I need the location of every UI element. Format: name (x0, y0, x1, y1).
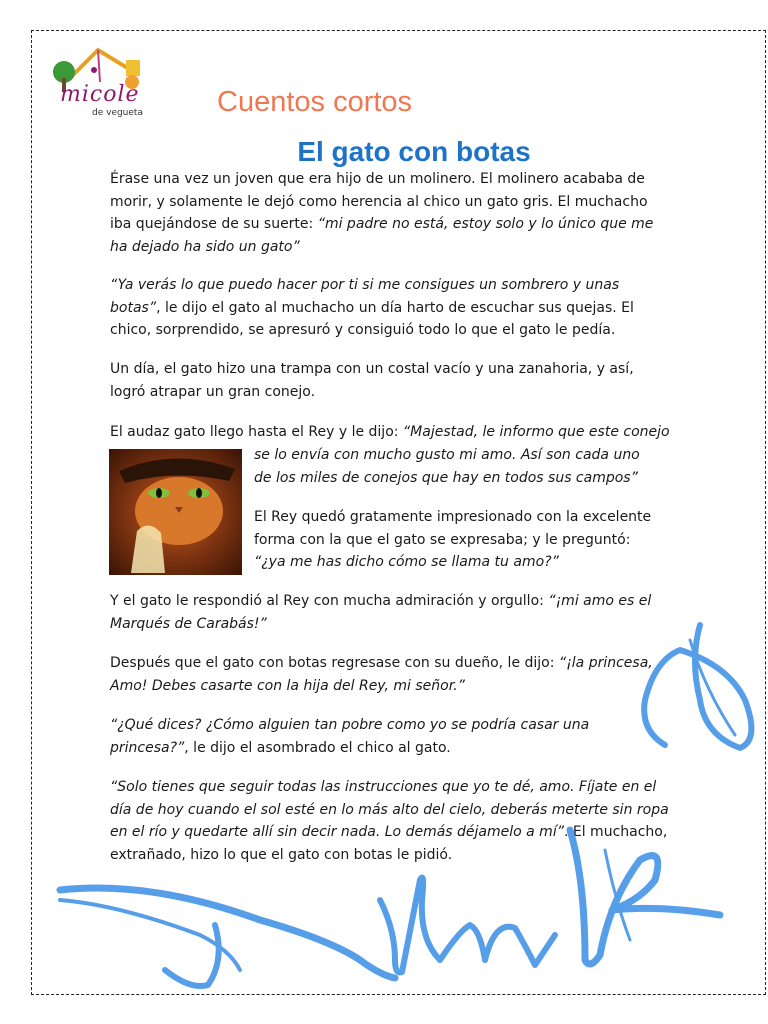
logo-subtitle: de vegueta (92, 108, 143, 118)
story-title: El gato con botas (297, 136, 531, 167)
section-title: Cuentos cortos (217, 86, 413, 118)
paragraph-6: Y el gato le respondió al Rey con mucha admiración y orgullo: “¡mi amo es el Marqués de Carabás!” (110, 593, 652, 632)
paragraph-5: El Rey quedó gratamente impresionado con la excelente forma con la que el gato se expresaba; y le preguntó: “¿ya me has dicho cómo se llama tu amo?” (254, 509, 652, 570)
puss-in-boots-image (109, 449, 242, 575)
paragraph-2: “Ya verás lo que puedo hacer por ti si me consigues un sombrero y unas botas”, le dijo el gato al muchacho un día harto de escuchar sus quejas. El chico, sorprendido, se apresuró y consiguió todo lo que el gato le pedía. (110, 277, 634, 338)
paragraph-4-continued: se lo envía con mucho gusto mi amo. Así son cada uno de los miles de conejos que hay en todos sus campos” (254, 447, 640, 486)
paragraph-8: “¿Qué dices? ¿Cómo alguien tan pobre como yo se podría casar una princesa?”, le dijo el asombrado el chico al gato. (110, 717, 590, 756)
paragraph-1: Érase una vez un joven que era hijo de un molinero. El molinero acababa de morir, y solamente le dejó como herencia al chico un gato gris. El muchacho iba quejándose de su suerte: “mi padre no está, estoy solo y lo único que me ha dejado ha sido un gato” (110, 171, 654, 255)
logo-wordmark: micole (60, 82, 140, 107)
paragraph-4-intro: El audaz gato llego hasta el Rey y le dijo: “Majestad, le informo que este conejo (110, 424, 670, 440)
paragraph-9: “Solo tienes que seguir todas las instrucciones que yo te dé, amo. Fíjate en el día de hoy cuando el sol esté en lo más alto del cielo, deberás meterte sin ropa en el río y quedarte allí sin decir nada. Lo demás déjamelo a mí”. El muchacho, extrañado, hizo lo que el gato con botas le pidió. (110, 779, 669, 863)
paragraph-3: Un día, el gato hizo una trampa con un costal vacío y una zanahoria, y así, logró atrapar un gran conejo. (110, 361, 634, 400)
paragraph-7: Después que el gato con botas regresase con su dueño, le dijo: “¡la princesa, Amo! Debes casarte con la hija del Rey, mi señor.” (110, 655, 653, 694)
